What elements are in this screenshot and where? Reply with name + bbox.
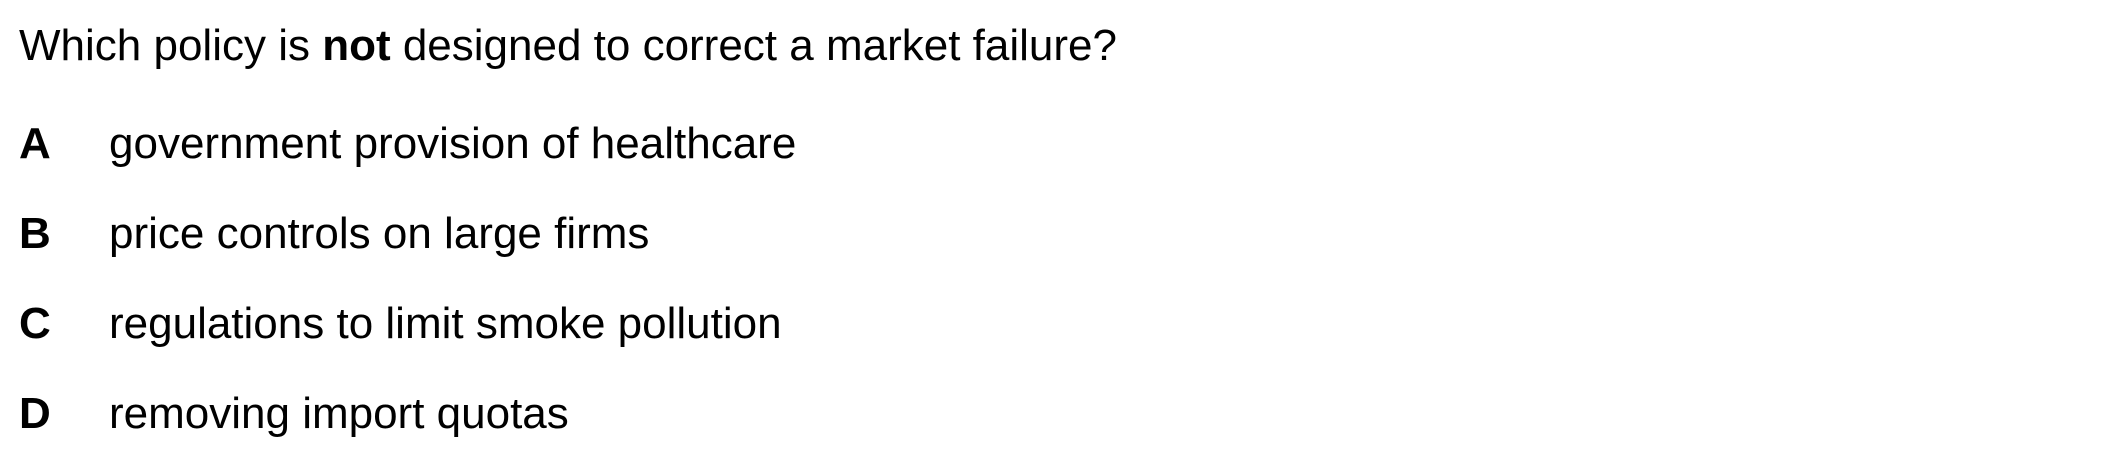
option-text-a: government provision of healthcare: [109, 119, 797, 168]
option-letter-b: B: [19, 209, 51, 258]
question-text-before: Which policy is: [19, 21, 323, 70]
option-letter-a: A: [19, 119, 51, 168]
option-letter-d: D: [19, 389, 51, 438]
question-emphasis: not: [322, 21, 391, 70]
option-text-b: price controls on large firms: [109, 209, 650, 258]
question-stem: [19, 18, 1117, 74]
question-text-after: designed to correct a market failure?: [390, 21, 1117, 70]
option-text-c: regulations to limit smoke pollution: [109, 299, 782, 348]
option-text-d: removing import quotas: [109, 389, 569, 438]
option-letter-c: C: [19, 299, 51, 348]
